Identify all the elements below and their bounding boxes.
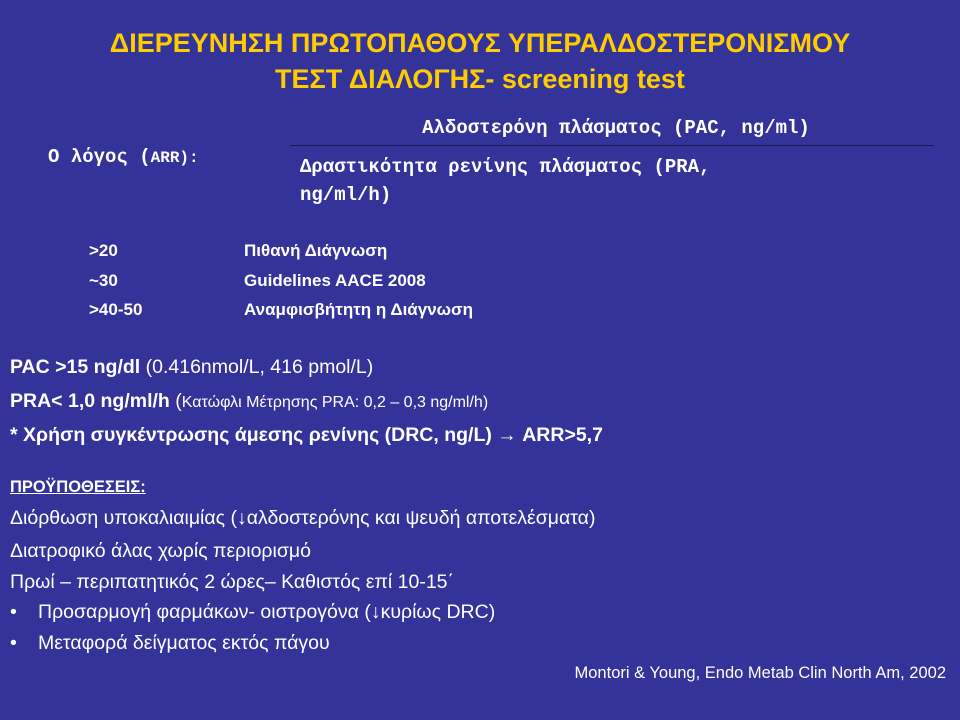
prerequisite-line: Διόρθωση υποκαλιαιμίας (↓αλδοστερόνης και ψευδή αποτελέσματα) [10,507,596,529]
prerequisite-line: Πρωί – περιπατητικός 2 ώρες– Καθιστός επί 10-15΄ [10,571,455,593]
right-arrow-icon: → [497,424,517,446]
ratio-denominator-line1: Δραστικότητα ρενίνης πλάσματος (PRA, [300,156,711,178]
ratio-label [48,146,199,168]
pra-criterion-bold: PRA< 1,0 ng/ml/h [10,390,170,412]
fraction-line [290,145,934,146]
pra-criterion [10,390,488,413]
pra-threshold-note: Κατώφλι Μέτρησης PRA: 0,2 – 0,3 ng/ml/h) [181,394,489,411]
drc-text: * Χρήση συγκέντρωσης άμεσης ρενίνης (DRC, ng/L) [10,424,498,446]
bullet-text: Προσαρμογή φαρμάκων- οιστρογόνα (↓κυρίως DRC) [38,601,496,623]
drc-arr-value: ARR>5,7 [516,424,603,446]
slide-title-line1: ΔΙΕΡΕΥΝΗΣΗ ΠΡΩΤΟΠΑΘΟΥΣ ΥΠΕΡΑΛΔΟΣΤΕΡΟΝΙΣΜΟΥ [109,28,851,58]
ratio-label-abbr: ARR): [150,149,199,167]
prerequisites-heading: ΠΡΟΫΠΟΘΕΣΕΙΣ: [10,478,146,496]
slide-title-line2: ΤΕΣΤ ΔΙΑΛΟΓΗΣ- screening test [275,64,685,94]
ratio-denominator-line2: ng/ml/h) [300,184,392,206]
bullet-icon: • [10,601,17,623]
threshold-meaning: Guidelines AACE 2008 [244,271,426,290]
threshold-value: >40-50 [89,300,143,319]
prerequisite-line: Διατροφικό άλας χωρίς περιορισμό [10,540,311,562]
pra-criterion-open: ( [169,390,182,412]
threshold-meaning: Πιθανή Διάγνωση [244,241,388,260]
bullet-text: Μεταφορά δείγματος εκτός πάγου [38,632,330,654]
bullet-icon: • [10,632,17,654]
pac-criterion [10,356,373,379]
threshold-value: >20 [89,241,118,260]
threshold-value: ~30 [89,271,118,290]
ratio-denominator [300,153,920,209]
pac-criterion-bold: PAC >15 ng/dl [10,356,141,378]
drc-criterion [10,424,603,447]
threshold-meaning: Αναμφισβήτητη η Διάγνωση [244,300,474,319]
pac-criterion-units: (0.416nmol/L, 416 pmol/L) [140,356,374,378]
ratio-numerator: Αλδοστερόνη πλάσματος (PAC, ng/ml) [422,117,810,139]
citation: Montori & Young, Endo Metab Clin North Am, 2002 [574,664,946,682]
ratio-label-text: Ο λόγος ( [48,146,151,168]
